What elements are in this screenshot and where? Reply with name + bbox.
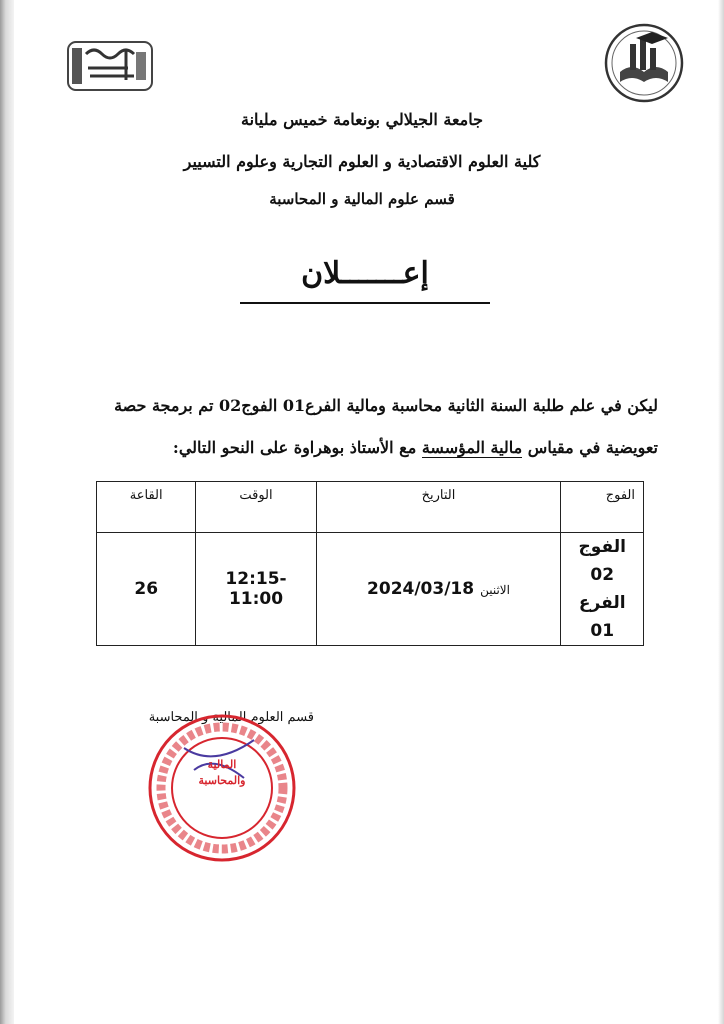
course-name: مالية المؤسسة — [421, 438, 523, 457]
announcement-title: إعـــــــلان — [240, 256, 490, 304]
department-name: قسم علوم المالية و المحاسبة — [269, 190, 455, 208]
cell-group — [561, 533, 644, 646]
branch-value: الفرع 01 — [578, 593, 626, 641]
line2-before: تعويضية في مقياس — [522, 438, 658, 457]
stamp-line-1: المالية — [207, 758, 237, 771]
header-time: الوقت — [196, 482, 316, 533]
header-date: التاريخ — [316, 482, 561, 533]
cell-time — [196, 533, 316, 646]
schedule-table — [96, 481, 644, 646]
header-group: الفوج — [561, 482, 644, 533]
time-value: 12:15-11:00 — [225, 569, 287, 609]
date-value: 2024/03/18 — [367, 579, 475, 599]
day-value: الاثنين — [480, 583, 510, 597]
signature-label: قسم العلوم المالية و المحاسبة — [148, 710, 314, 725]
cell-date — [316, 533, 561, 646]
faculty-name: كلية العلوم الاقتصادية و العلوم التجارية وعلوم التسيير — [183, 152, 541, 171]
table-header-row — [97, 482, 644, 533]
group-value: الفوج 02 — [578, 537, 626, 585]
faculty-logo-right — [602, 22, 686, 104]
cell-room: 26 — [97, 533, 196, 646]
university-name: جامعة الجيلالي بونعامة خميس مليانة — [240, 110, 484, 129]
university-logo-left — [66, 40, 154, 92]
table-row — [97, 533, 644, 646]
stamp-text — [176, 757, 268, 789]
header-room: القاعة — [97, 482, 196, 533]
announcement-line-1: ليكن في علم طلبة السنة الثانية محاسبة ومالية الفرع01 الفوج02 تم برمجة حصة — [114, 396, 658, 415]
stamp-line-2: والمحاسبة — [198, 774, 246, 787]
announcement-line-2 — [62, 428, 658, 468]
line2-after: مع الأستاذ بوهراوة على النحو التالي: — [172, 438, 422, 457]
